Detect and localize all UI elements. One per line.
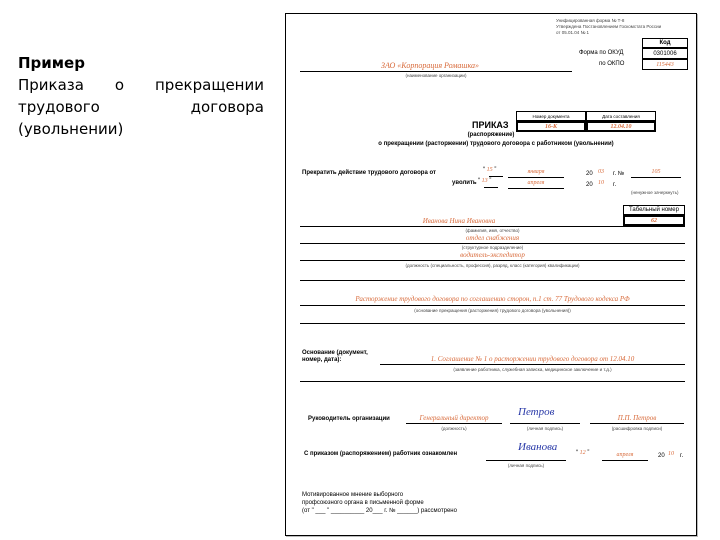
terminate-label: Прекратить действие трудового договора от bbox=[302, 170, 436, 176]
year2-prefix: 20 bbox=[586, 182, 593, 188]
year1: 03 bbox=[598, 169, 604, 175]
position-line bbox=[300, 260, 685, 261]
day1-line bbox=[489, 176, 503, 177]
month2: апреля bbox=[527, 180, 545, 186]
code-header: Код bbox=[642, 38, 688, 48]
department-line bbox=[300, 243, 685, 244]
department: отдел снабжения bbox=[465, 234, 520, 242]
head-position-line bbox=[406, 423, 502, 424]
day2-field: “ 13 ” bbox=[478, 178, 492, 184]
doc-date-header: Дата составления bbox=[586, 111, 656, 121]
doc-number: 16-К bbox=[516, 121, 586, 132]
ack-year-suffix: г. bbox=[680, 453, 684, 459]
head-position: Генеральный директор bbox=[419, 414, 489, 422]
grounds-caption: (основание прекращения (расторжения) трудового договора (увольнения)) bbox=[414, 308, 571, 313]
department-caption: (структурное подразделение) bbox=[461, 245, 524, 250]
ack-day-field: “ 12 ” bbox=[576, 450, 590, 456]
day2-line bbox=[484, 187, 498, 188]
head-position-caption: (должность) bbox=[441, 426, 467, 431]
order-document bbox=[285, 13, 697, 536]
blank-line-3 bbox=[300, 381, 685, 382]
organization-name: ЗАО «Корпорация Ромашка» bbox=[380, 61, 480, 70]
head-name-line bbox=[590, 423, 684, 424]
grounds: Расторжение трудового договора по соглашению сторон, п.1 ст. 77 Трудового кодекса РФ bbox=[355, 295, 630, 303]
year1-prefix: 20 bbox=[586, 171, 593, 177]
okpo-label: по ОКПО bbox=[599, 61, 625, 67]
blank-line-2 bbox=[300, 323, 685, 324]
order-title: ПРИКАЗ bbox=[472, 120, 509, 130]
okud-label: Форма по ОКУД bbox=[579, 50, 624, 56]
ack-year: 10 bbox=[668, 451, 674, 457]
head-label: Руководитель организации bbox=[308, 416, 390, 422]
blank-line-1 bbox=[300, 280, 685, 281]
ack-signature-caption: (личная подпись) bbox=[507, 463, 545, 468]
order-subtitle-2: о прекращении (расторжении) трудового договора с работником (увольнении) bbox=[378, 141, 614, 147]
position: водитель-экспедитор bbox=[460, 251, 525, 259]
ack-month: апреля bbox=[616, 452, 634, 458]
ack-label: С приказом (распоряжением) работник ознакомлен bbox=[304, 451, 458, 457]
doc-number-header: Номер документа bbox=[516, 111, 586, 121]
grounds-line bbox=[300, 305, 685, 306]
position-caption: (должность (специальность, профессия), разряд, класс (категория) квалификации) bbox=[405, 263, 580, 268]
day1-field: “ 15 ” bbox=[483, 167, 497, 173]
ack-signature-line bbox=[486, 460, 566, 461]
union-line-3: (от " ___ " __________ 20___ г. № ______) рассмотрено bbox=[302, 508, 457, 514]
unified-form-line-3: от 05.01.04 № 1 bbox=[556, 30, 590, 35]
unified-form-line-2: Утверждена Постановлением Госкомстата России bbox=[556, 24, 662, 29]
month2-line bbox=[508, 188, 564, 189]
head-signature-line bbox=[510, 423, 580, 424]
ack-month-line bbox=[602, 460, 648, 461]
caption-title: Пример bbox=[18, 54, 85, 72]
order-subtitle: (распоряжение) bbox=[467, 132, 515, 138]
head-signature: Петров bbox=[518, 406, 555, 418]
union-line-1: Мотивированное мнение выборного bbox=[302, 492, 404, 498]
caption-line-2: трудового договора bbox=[18, 98, 264, 116]
org-line bbox=[300, 71, 572, 72]
org-caption: (наименование организации) bbox=[405, 73, 467, 78]
basis-value: 1. Соглашение № 1 о расторжении трудового договора от 12.04.10 bbox=[430, 355, 635, 363]
year2: 10 bbox=[598, 180, 604, 186]
okud-value: 0301006 bbox=[642, 48, 688, 59]
dismiss-label: уволить bbox=[452, 180, 477, 186]
employee-name: Иванова Нина Ивановна bbox=[422, 217, 496, 225]
year2-suffix: г. bbox=[613, 182, 617, 188]
head-signature-caption: (личная подпись) bbox=[526, 426, 564, 431]
doc-date: 12.04.10 bbox=[586, 121, 656, 132]
okpo-value: 115443 bbox=[642, 59, 688, 70]
ack-signature: Иванова bbox=[518, 441, 558, 453]
month1-line bbox=[508, 177, 564, 178]
contract-number: 105 bbox=[651, 169, 661, 175]
example-caption bbox=[18, 52, 264, 140]
contract-number-line bbox=[631, 177, 681, 178]
basis-caption: (заявление работника, служебная записка, медицинское заключение и т.д.) bbox=[453, 367, 612, 372]
tab-number-label: Табельный номер bbox=[623, 205, 685, 215]
caption-line-1: Приказа о прекращении bbox=[18, 76, 264, 94]
unneeded-caption: (ненужное зачеркнуть) bbox=[631, 190, 679, 195]
contract-number-label: г. № bbox=[613, 171, 625, 177]
employee-line bbox=[300, 226, 685, 227]
ack-year-prefix: 20 bbox=[658, 453, 665, 459]
month1: января bbox=[527, 169, 545, 175]
union-line-2: профсоюзного органа в письменной форме bbox=[302, 500, 424, 506]
caption-line-3: (увольнении) bbox=[18, 120, 124, 138]
head-name: П.П. Петров bbox=[617, 414, 657, 422]
head-name-caption: (расшифровка подписи) bbox=[611, 426, 663, 431]
basis-line bbox=[380, 364, 685, 365]
unified-form-line-1: Унифицированная форма № Т-8 bbox=[556, 18, 625, 23]
basis-label-2: номер, дата): bbox=[302, 357, 342, 363]
tab-number: 62 bbox=[623, 215, 685, 226]
basis-label-1: Основание (документ, bbox=[302, 350, 368, 356]
fio-caption: (фамилия, имя, отчество) bbox=[465, 228, 520, 233]
